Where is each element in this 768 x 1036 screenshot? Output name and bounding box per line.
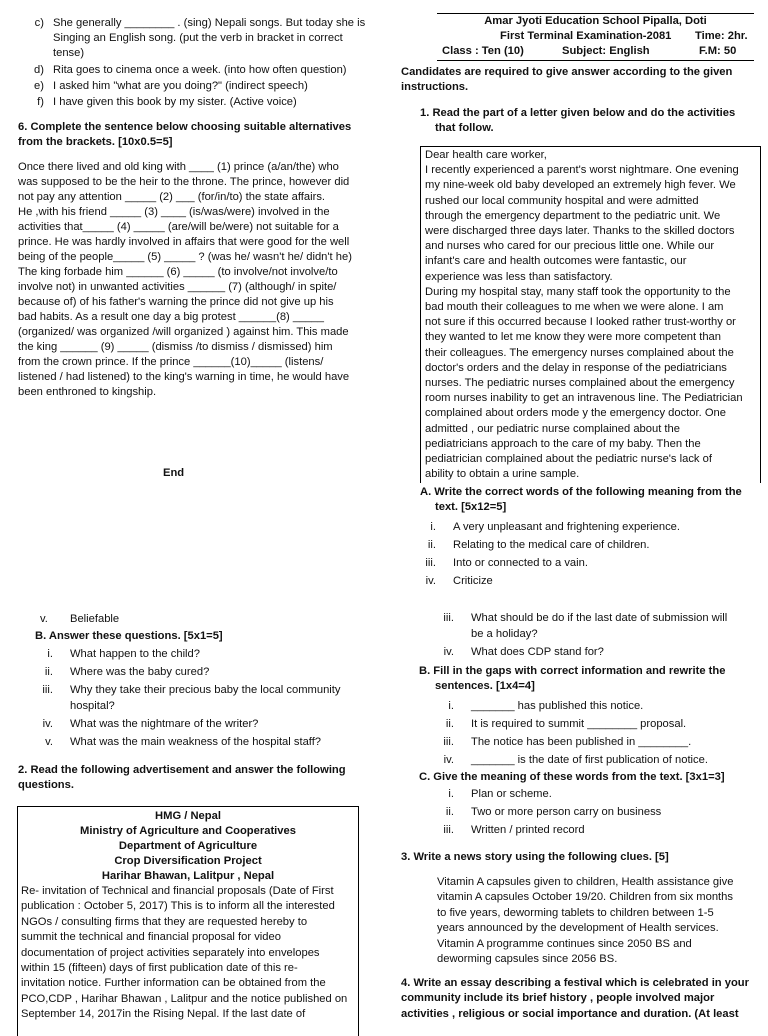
letter-line: bad mouth their colleagues to me when we were alone. I am — [425, 301, 724, 314]
q5d-line: Rita goes to cinema once a week. (into how often question) — [53, 64, 347, 76]
letter-line: infant's care and health outcomes were fantastic, our — [425, 255, 687, 268]
q6-passage-line: involve not) in unwanted activities ______ (7) (although/ in spite/ — [18, 281, 337, 293]
q2c-item-number: ii. — [445, 806, 454, 818]
q2b-item-number: ii. — [445, 718, 454, 730]
notice-body — [18, 884, 358, 1023]
q2a-item-text: What should be do if the last date of submission will — [471, 612, 728, 624]
q2a-item-text: be a holiday? — [471, 628, 538, 640]
q6-passage-line: prince. He was hardly involved in affairs that were good for the well — [18, 236, 350, 248]
q2b-item-number: i. — [448, 700, 454, 712]
letter-line: During my hospital stay, many staff took the opportunity to the — [425, 285, 731, 298]
notice-body-line: invitation notice. Further information can be obtained from the — [21, 977, 326, 990]
q2a-item-text: What does CDP stand for? — [471, 646, 604, 658]
q2a-item-number: iv. — [443, 646, 454, 658]
q1a-item-v-number: v. — [40, 613, 48, 625]
q1a-item-text: Into or connected to a vain. — [453, 557, 588, 569]
q1a-item-number: i. — [430, 521, 436, 533]
instructions: Candidates are required to give answer according to the given instructions. — [401, 66, 733, 93]
q2c-item-text: Two or more person carry on business — [471, 806, 662, 818]
q4-line: community include its brief history , people involved major — [401, 992, 715, 1005]
q3-clue-line: vitamin A capsules October 19/20. Children from six months — [437, 891, 733, 904]
exam-title: First Terminal Examination-2081 — [500, 30, 672, 42]
notice-body-line: PCO,CDP , Harihar Bhawan , Lalitpur and the notice published on — [21, 992, 348, 1005]
q2c-item-number: iii. — [443, 824, 454, 836]
q6-passage-line: (organized/ was organized /will organized ) against him. This made — [18, 326, 349, 338]
q2c-item-number: i. — [448, 788, 454, 800]
letter-line: nurses. The pediatric nurses complained about the emergency — [425, 377, 735, 390]
end-label: End — [163, 467, 185, 479]
notice-body-line: Re- invitation of Technical and financial proposals (Date of First — [21, 885, 334, 897]
q6-passage-line: listened / had listened) to the king's warning in time, he would have — [18, 371, 350, 383]
q6-passage-line: been enthroned to kingship. — [18, 386, 157, 398]
letter-line: experience was less than satisfactory. — [425, 270, 613, 283]
letter-line: Dear health care worker, — [425, 149, 547, 161]
q1b-item-text: Where was the baby cured? — [70, 666, 210, 678]
q1b-item-text: What happen to the child? — [70, 648, 200, 660]
q3-clue-line: deworming capsules since 2056 BS. — [437, 953, 618, 966]
q1a-item-text: Criticize — [453, 575, 493, 587]
letter-line: pediatrician complained about the pediatric nurse's lack of — [425, 453, 712, 466]
q5c-line-3: tense) — [53, 47, 85, 59]
letter-body — [421, 147, 760, 482]
letter-line: through the emergency department to the pediatric unit. We — [425, 209, 721, 222]
q5f-line: I have given this book by my sister. (Active voice) — [53, 96, 297, 108]
exam-full-marks: F.M: 50 — [699, 45, 737, 57]
letter-line: they wanted to let me know they were more competent than — [425, 331, 722, 344]
school-name: Amar Jyoti Education School Pipalla, Doti — [484, 15, 707, 27]
exam-time: Time: 2hr. — [695, 30, 748, 42]
q6-passage — [18, 160, 378, 400]
q6-passage-line: not pay any attention _____ (2) ___ (for/in/to) the state affairs. — [18, 191, 326, 203]
q2a-item-number: iii. — [443, 612, 454, 624]
q6-passage-line: the king ______ (9) _____ (dismiss /to dismiss / dismissed) him — [18, 341, 333, 353]
q1b-item-number: ii. — [44, 666, 53, 678]
letter-line: my nine-week old baby developed an extremely high fever. We — [425, 179, 736, 192]
q5e-number: e) — [34, 80, 44, 92]
notice-body-line: within 15 (fifteen) days of first publication date of this re- — [21, 962, 298, 975]
q6-passage-line: activities that_____ (4) _____ (are/will be/were) not suitable for a — [18, 221, 339, 233]
q1b-item-number: v. — [45, 736, 53, 748]
q1a-item-number: iv. — [425, 575, 436, 587]
q4-line: activities , religious or social importance and duration. (At least — [401, 1007, 739, 1020]
letter-line: were discharged three days later. Thanks to the skilled doctors — [425, 225, 735, 238]
notice-body-line: documentation of project activities separately into envelopes — [21, 946, 320, 959]
letter-line: complained about orders mode y the emergency doctor. One — [425, 407, 726, 420]
q5f-number: f) — [37, 96, 44, 108]
notice-title: HMG / Nepal Ministry of Agriculture and Cooperatives Department of Agriculture Crop Diversification Project Harihar Bhawan, Lalitpur , Nepal — [80, 810, 296, 882]
q1b-item-number: iii. — [42, 684, 53, 696]
q6-passage-line: He ,with his friend _____ (3) ____ (is/was/were) involved in the — [18, 206, 330, 218]
q6-heading: 6. Complete the sentence below choosing suitable alternatives from the brackets. [10x0.5=5] — [18, 121, 352, 148]
q6-passage-line: bad habits. As a result one day a big protest ______(8) _____ — [18, 311, 325, 323]
q1b-item-text: hospital? — [70, 700, 115, 712]
q3-heading: 3. Write a news story using the following clues. [5] — [401, 851, 669, 863]
q3-clue-line: to five years, deworming tablets to children between 1-5 — [437, 906, 714, 919]
q2c-item-text: Written / printed record — [471, 824, 585, 836]
letter-line: and nurses who cared for our precious little one. While our — [425, 240, 715, 253]
q6-passage-line: was supposed to be the heir to the throne. The prince, however did — [18, 176, 350, 188]
letter-line: their colleagues. The emergency nurses complained about the — [425, 346, 734, 359]
q1b-item-text: What was the nightmare of the writer? — [70, 718, 259, 730]
q5c-line-1: She generally ________ . (sing) Nepali songs. But today she is — [53, 17, 366, 29]
q3-clue-line: Vitamin A programme continues since 2050 BS and — [437, 937, 692, 950]
q6-passage-line: being of the people_____ (5) _____ ? (was he/ wasn't he/ didn't he) — [18, 251, 352, 263]
letter-line: ability to obtain a urine sample. — [425, 468, 580, 481]
q2-heading: 2. Read the following advertisement and answer the following questions. — [18, 764, 346, 791]
q1b-item-number: iv. — [42, 718, 53, 730]
notice-body-line: summit the technical and financial proposal for video — [21, 931, 281, 944]
q5e-line: I asked him "what are you doing?" (indirect speech) — [53, 80, 308, 92]
q2b-item-text: _______ is the date of first publication of notice. — [471, 754, 708, 766]
q1a-item-text: A very unpleasant and frightening experience. — [453, 521, 681, 533]
notice-body-line: NGOs / consulting firms that they are requested hereby to — [21, 915, 308, 928]
letter-line: admitted , our pediatric nurse complained about the — [425, 422, 680, 435]
q1a-item-number: ii. — [427, 539, 436, 551]
q6-passage-line: from the crown prince. If the prince ______(10)_____ (listens/ — [18, 356, 324, 368]
exam-class: Class : Ten (10) — [442, 45, 524, 57]
q1a-heading: A. Write the correct words of the following meaning from the text. [5x12=5] — [420, 486, 742, 513]
letter-line: rushed our local community hospital and were admitted — [425, 194, 699, 207]
q2b-item-text: It is required to summit ________ proposal. — [471, 718, 687, 730]
letter-line: I recently experienced a parent's worst nightmare. One evening — [425, 164, 739, 177]
q5c-line-2: Singing an English song. (put the verb in bracket in correct — [53, 32, 343, 44]
q3-clue-line: Vitamin A capsules given to children, Health assistance give — [437, 876, 734, 888]
q1b-item-text: What was the main weakness of the hospital staff? — [70, 736, 322, 748]
q1b-item-number: i. — [47, 648, 53, 660]
q5c-number: c) — [34, 17, 44, 29]
q4-line: 4. Write an essay describing a festival which is celebrated in your — [401, 977, 749, 989]
q1b-heading: B. Answer these questions. [5x1=5] — [35, 630, 223, 642]
q2b-item-number: iii. — [443, 736, 454, 748]
letter-line: not sure if this occurred because I looked rather trust-worthy or — [425, 316, 736, 329]
letter-box — [420, 146, 761, 483]
letter-line: room nurses inability to get an intravenous line. The Pediatrician — [425, 392, 743, 405]
q2b-item-text: The notice has been published in ________. — [471, 736, 692, 748]
q1-heading: 1. Read the part of a letter given below and do the activities that follow. — [420, 107, 736, 134]
q1a-item-number: iii. — [425, 557, 436, 569]
exam-header — [437, 13, 754, 61]
q2b-item-text: _______ has published this notice. — [471, 700, 644, 712]
notice-body-line: publication : October 5, 2017) This is to inform all the interested — [21, 900, 335, 913]
q3-clue-line: years announced by the development of Health services. — [437, 922, 719, 935]
notice-body-line: September 14, 2017in the Rising Nepal. If the last date of — [21, 1008, 306, 1021]
q3-clues — [437, 875, 757, 967]
q5d-number: d) — [34, 64, 44, 76]
q1a-item-text: Relating to the medical care of children. — [453, 539, 650, 551]
letter-line: pediatricians approach to the care of my baby. Then the — [425, 437, 701, 450]
q6-passage-line: The king forbade him ______ (6) _____ (to involve/not involve/to — [18, 266, 338, 278]
q6-passage-line: because of) of his father's warning the prince did not give up his — [18, 296, 334, 308]
q2c-heading: C. Give the meaning of these words from the text. [3x1=3] — [419, 771, 725, 783]
q4-question — [401, 976, 763, 1022]
q2b-heading: B. Fill in the gaps with correct information and rewrite the sentences. [1x4=4] — [419, 665, 726, 692]
q2c-item-text: Plan or scheme. — [471, 788, 552, 800]
q2b-item-number: iv. — [443, 754, 454, 766]
q1b-item-text: Why they take their precious baby the local community — [70, 684, 341, 696]
q1a-item-v-text: Beliefable — [70, 613, 120, 625]
notice-box — [17, 806, 359, 1036]
exam-subject: Subject: English — [562, 45, 650, 57]
letter-line: doctor's orders and the delay in response of the pediatricians — [425, 361, 727, 374]
q6-passage-line: Once there lived and old king with ____ (1) prince (a/an/the) who — [18, 161, 339, 173]
